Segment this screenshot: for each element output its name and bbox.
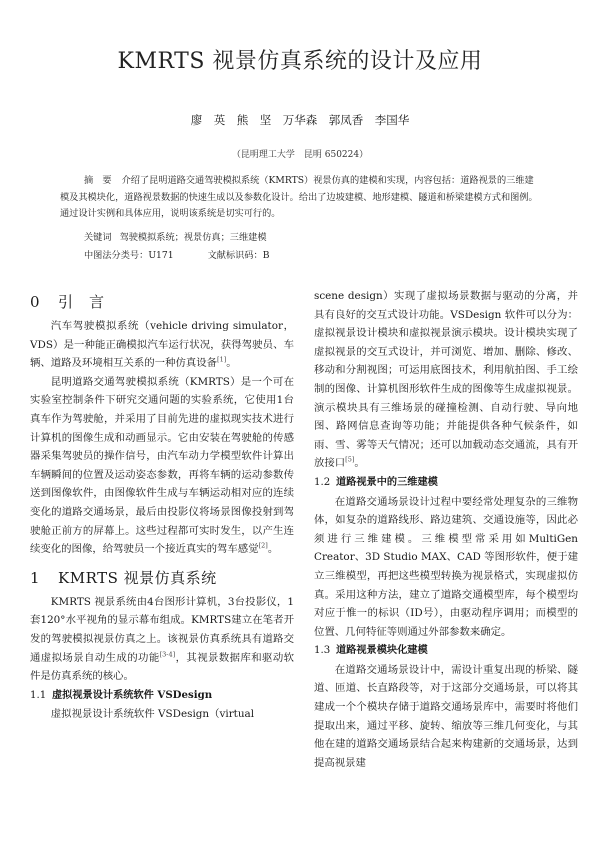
paragraph-text: 虚拟视景设计系统软件 VSDesign（virtual — [50, 708, 255, 721]
subsection-heading — [30, 686, 294, 706]
keywords-line — [84, 229, 267, 243]
paragraph — [314, 661, 578, 773]
paragraph — [30, 593, 294, 686]
affiliation: （昆明理工大学 昆明 650224） — [231, 150, 369, 160]
subsection-number: 1.2 — [314, 476, 331, 488]
classification-value: U171 — [148, 250, 174, 261]
paragraph-text: 在道路交通场景设计中，需设计重复出现的桥梁、隧道、匝道、长直路段等，对于这部分交通场景，可以将其建成一个个模块存储于道路交通场景库中，需要时将他们提取出来，通过平移、旋转、缩放等三维几何变化，与其他在建的道路交通场景结合起来构建新的交通场景，达到提高视景建 — [314, 663, 578, 769]
paragraph-text: 在道路交通场景设计过程中要经常处理复杂的三维物体，如复杂的道路线形、路边建筑、交通设施等，因此必须进行三维建模。三维模型常采用如MultiGen Creator、3D Studio MAX、CAD 等图形软件，便于建立三维模型，再把这些模型转换为视景格式，实现虚拟仿真。采用这种方法，建立了道路交通模型库，每个模型均对应于惟一的标识（ID号），由驱动程序调用；而模型的位置、几何特征等则通过外部参数来确定。 — [314, 495, 578, 638]
right-column — [314, 287, 578, 772]
doc-code-value: B — [262, 250, 270, 261]
citation: [3-4] — [159, 650, 176, 659]
left-column — [30, 287, 294, 724]
paragraph-text: ，其视景数据库和驱动软件是仿真系统的核心。 — [30, 651, 295, 683]
section-number: 0 — [30, 293, 41, 311]
paragraph-text: KMRTS 视景系统由4台图形计算机，3台投影仪，1套120°水平视角的显示幕布组成。KMRTS建立在笔者开发的驾驶模拟视景仿真之上。该视景仿真系统具有道路交通虚拟场景自动生成的功能 — [30, 595, 294, 664]
subsection-heading — [314, 641, 578, 661]
section-heading-intro — [30, 287, 294, 317]
subsection-number: 1.1 — [30, 689, 47, 701]
subsection-title: 道路视景模块化建模 — [336, 644, 428, 657]
section-title: KMRTS 视景仿真系统 — [58, 568, 217, 587]
doc-code-label: 文献标识码： — [207, 250, 263, 261]
keywords-text: 驾驶模拟系统；视景仿真；三维建模 — [119, 232, 267, 243]
paragraph-text: 汽车驾驶模拟系统（vehicle driving simulator，VDS）是一种能正确模拟汽车运行状况，获得驾驶员、车辆、道路及环境相互关系的一种仿真设备 — [30, 320, 294, 370]
abstract — [60, 173, 542, 223]
section-title: 引 言 — [58, 293, 105, 311]
citation: [2] — [258, 541, 268, 550]
section-number: 1 — [30, 568, 41, 587]
subsection-number: 1.3 — [314, 645, 331, 657]
abstract-text: 介绍了昆明道路交通驾驶模拟系统（KMRTS）视景仿真的建模和实现，内容包括：道路视景的三维建模及其模块化，道路视景数据的快速生成以及参数化设计。给出了边坡建模、地形建模、隧道和桥梁建模方式和图例。通过设计实例和具体应用，说明该系统是切实可行的。 — [60, 175, 538, 219]
subsection-heading — [314, 473, 578, 493]
author-list: 廖 英 熊 坚 万华森 郭凤香 李国华 — [190, 113, 410, 127]
keywords-label: 关键词 — [84, 232, 112, 243]
subsection-title: 道路视景中的三维建模 — [336, 475, 438, 488]
subsection-title: 虚拟视景设计系统软件 VSDesign — [52, 688, 213, 701]
citation: [1] — [217, 355, 227, 364]
paragraph: 汽车驾驶模拟系统（vehicle driving simulator，VDS）是一种能正确模拟汽车运行状况，获得驾驶员、车辆、道路及环境相互关系的一种仿真设备[1]。 — [30, 320, 294, 370]
classification-line — [84, 247, 269, 261]
paragraph: 昆明道路交通驾驶模拟系统（KMRTS）是一个可在实验室控制条件下研究交通问题的实验系统，它使用1台真车作为驾驶舱，并采用了目前先进的虚拟现实技术进行计算机的图像生成和动画显示。它由安装在驾驶舱的传感器采集驾驶员的操作信号，由汽车动力学模型软件计算出车辆瞬间的位置及运动姿态参数，再将车辆的运动参数传送到图像软件，由图像软件生成与车辆运动相对应的连续变化的道路交通场景，最后由投影仪将场景图像投射到驾驶舱正前方的屏幕上。这些过程都可实时发生，以产生连续变化的图像，给驾驶员一个接近真实的驾车感觉[2]。 — [30, 375, 294, 556]
paragraph-text: scene design）实现了虚拟场景数据与驱动的分离，并具有良好的交互式设计功能。VSDesign 软件可以分为：虚拟视景设计模块和虚拟视景演示模块。设计模块实现了虚拟视景的交互式设计，并可浏览、增加、删除、修改、移动和分割视图；可运用底图技术，利用航拍图、手工绘制的图像、计算机图形软件生成的图像等生成虚拟视景。演示模块具有三维场景的碰撞检测、自动行驶、导向地图、路网信息查询等功能；并能提供各种气候条件，如雨、雪、雾等天气情况；还可以加载动态交通流，具有开放接口 — [314, 290, 578, 470]
paragraph-text: 昆明道路交通驾驶模拟系统（KMRTS）是一个可在实验室控制条件下研究交通问题的实验系统，它使用1台真车作为驾驶舱，并采用了目前先进的虚拟现实技术进行计算机的图像生成和动画显示。它由安装在驾驶舱的传感器采集驾驶员的操作信号，由汽车动力学模型软件计算出车辆瞬间的位置及运动姿态参数，再将车辆的运动参数传送到图像软件，由图像软件生成与车辆运动相对应的连续变化的道路交通场景，最后由投影仪将场景图像投射到驾驶舱正前方的屏幕上。这些过程都可实时发生，以产生连续变化的图像，给驾驶员一个接近真实的驾车感觉 — [30, 375, 294, 556]
paper-title: KMRTS 视景仿真系统的设计及应用 — [117, 49, 483, 74]
classification-label: 中图法分类号： — [84, 250, 149, 261]
paragraph-text: 。 — [354, 457, 365, 470]
abstract-label: 摘 要 — [84, 175, 112, 186]
paragraph — [314, 287, 578, 473]
paragraph — [30, 705, 294, 724]
section-heading-kmrts — [30, 563, 294, 593]
paragraph — [314, 493, 578, 642]
citation: [5] — [345, 455, 355, 464]
